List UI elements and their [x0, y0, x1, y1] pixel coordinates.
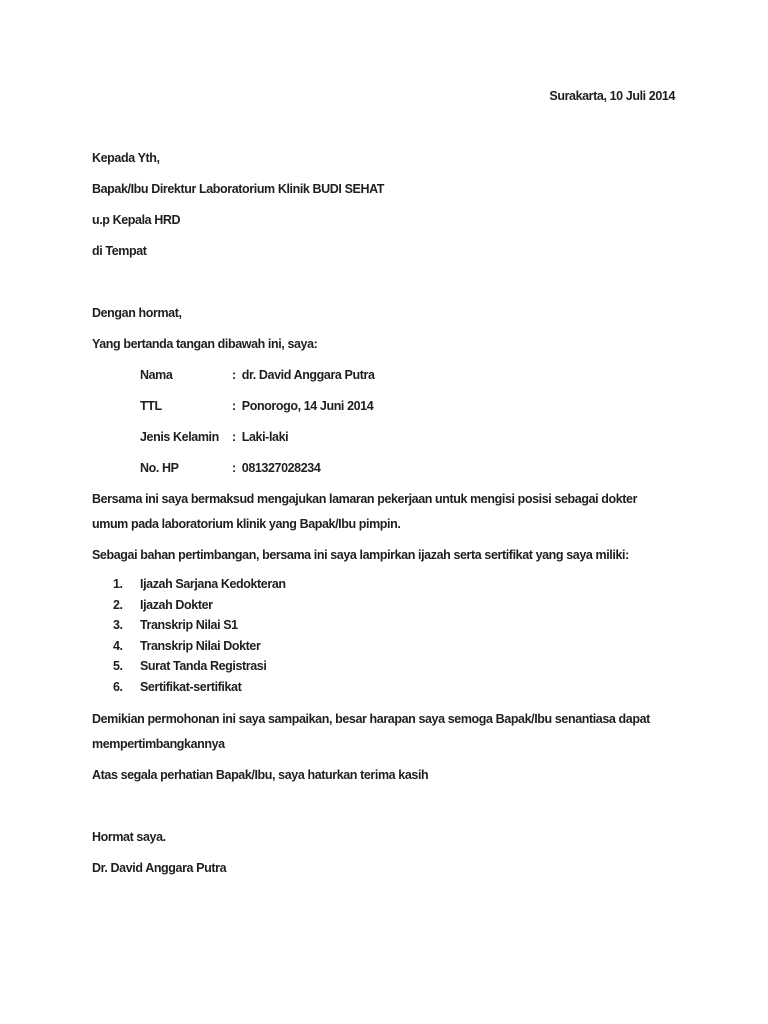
- signature-salutation: Hormat saya.: [92, 830, 166, 844]
- spacer: [92, 794, 675, 825]
- detail-colon: :: [232, 399, 236, 413]
- recipient-line-di-tempat: di Tempat: [92, 244, 147, 258]
- attachment-text: Transkrip Nilai S1: [140, 618, 238, 632]
- attachment-text: Surat Tanda Registrasi: [140, 659, 267, 673]
- signature-name: Dr. David Anggara Putra: [92, 861, 227, 875]
- paragraph-line: mempertimbangkannya: [92, 737, 225, 751]
- detail-colon: :: [232, 368, 236, 382]
- attachment-text: Transkrip Nilai Dokter: [140, 638, 261, 653]
- paragraph-line: Bersama ini saya bermaksud mengajukan lamaran pekerjaan untuk mengisi posisi sebagai dokter: [92, 492, 638, 506]
- attachment-text: Sertifikat-sertifikat: [140, 679, 242, 694]
- paragraph-attachments-intro: Sebagai bahan pertimbangan, bersama ini saya lampirkan ijazah serta sertifikat yang saya miliki:: [92, 548, 629, 562]
- attachment-number: 4.: [113, 638, 123, 653]
- attachment-item-transkrip-dokter: [113, 636, 675, 657]
- attachments-list: [92, 574, 675, 697]
- attachment-number: 2.: [113, 597, 123, 612]
- attachment-number: 1.: [113, 577, 123, 591]
- paragraph-line: umum pada laboratorium klinik yang Bapak/Ibu pimpin.: [92, 517, 401, 531]
- attachment-item-transkrip-s1: [113, 615, 675, 636]
- personal-details: [92, 363, 675, 481]
- detail-colon: :: [232, 430, 236, 444]
- detail-value: 081327028234: [241, 461, 321, 475]
- attachment-item-ijazah-dokter: [113, 595, 675, 616]
- attachment-number: 5.: [113, 659, 123, 673]
- detail-row-nama: [92, 363, 675, 388]
- detail-value: Laki-laki: [241, 430, 289, 444]
- paragraph-closing: [92, 707, 675, 757]
- detail-colon: :: [232, 461, 236, 475]
- attachment-text: Ijazah Sarjana Kedokteran: [140, 577, 286, 591]
- paragraph-line: Demikian permohonan ini saya sampaikan, besar harapan saya semoga Bapak/Ibu senantiasa dapat: [92, 712, 650, 726]
- recipient-line-direktur: Bapak/Ibu Direktur Laboratorium Klinik BUDI SEHAT: [92, 182, 385, 196]
- intro-line: Yang bertanda tangan dibawah ini, saya:: [92, 337, 318, 351]
- detail-label: TTL: [140, 399, 162, 413]
- recipient-line-up-kepala-hrd: u.p Kepala HRD: [92, 213, 181, 227]
- detail-label: Nama: [140, 368, 173, 382]
- attachment-text: Ijazah Dokter: [140, 597, 213, 612]
- detail-value: Ponorogo, 14 Juni 2014: [241, 399, 374, 413]
- attachment-item-surat-tanda-registrasi: [113, 656, 675, 677]
- detail-row-jenis-kelamin: [92, 425, 675, 450]
- recipient-line-kepada: Kepada Yth,: [92, 151, 160, 165]
- paragraph-thanks: Atas segala perhatian Bapak/Ibu, saya haturkan terima kasih: [92, 768, 429, 782]
- recipient-block: [92, 146, 675, 264]
- detail-row-ttl: [92, 394, 675, 419]
- salutation-line: Dengan hormat,: [92, 306, 182, 320]
- paragraph-application: [92, 487, 675, 537]
- detail-row-no-hp: [92, 456, 675, 481]
- date-line: Surakarta, 10 Juli 2014: [549, 89, 675, 103]
- attachment-number: 6.: [113, 679, 123, 694]
- detail-value: dr. David Anggara Putra: [241, 368, 375, 382]
- attachment-number: 3.: [113, 618, 123, 632]
- detail-label: Jenis Kelamin: [140, 430, 219, 444]
- attachment-item-ijazah-sarjana: [113, 574, 675, 595]
- detail-label: No. HP: [140, 461, 179, 475]
- attachment-item-sertifikat: [113, 677, 675, 698]
